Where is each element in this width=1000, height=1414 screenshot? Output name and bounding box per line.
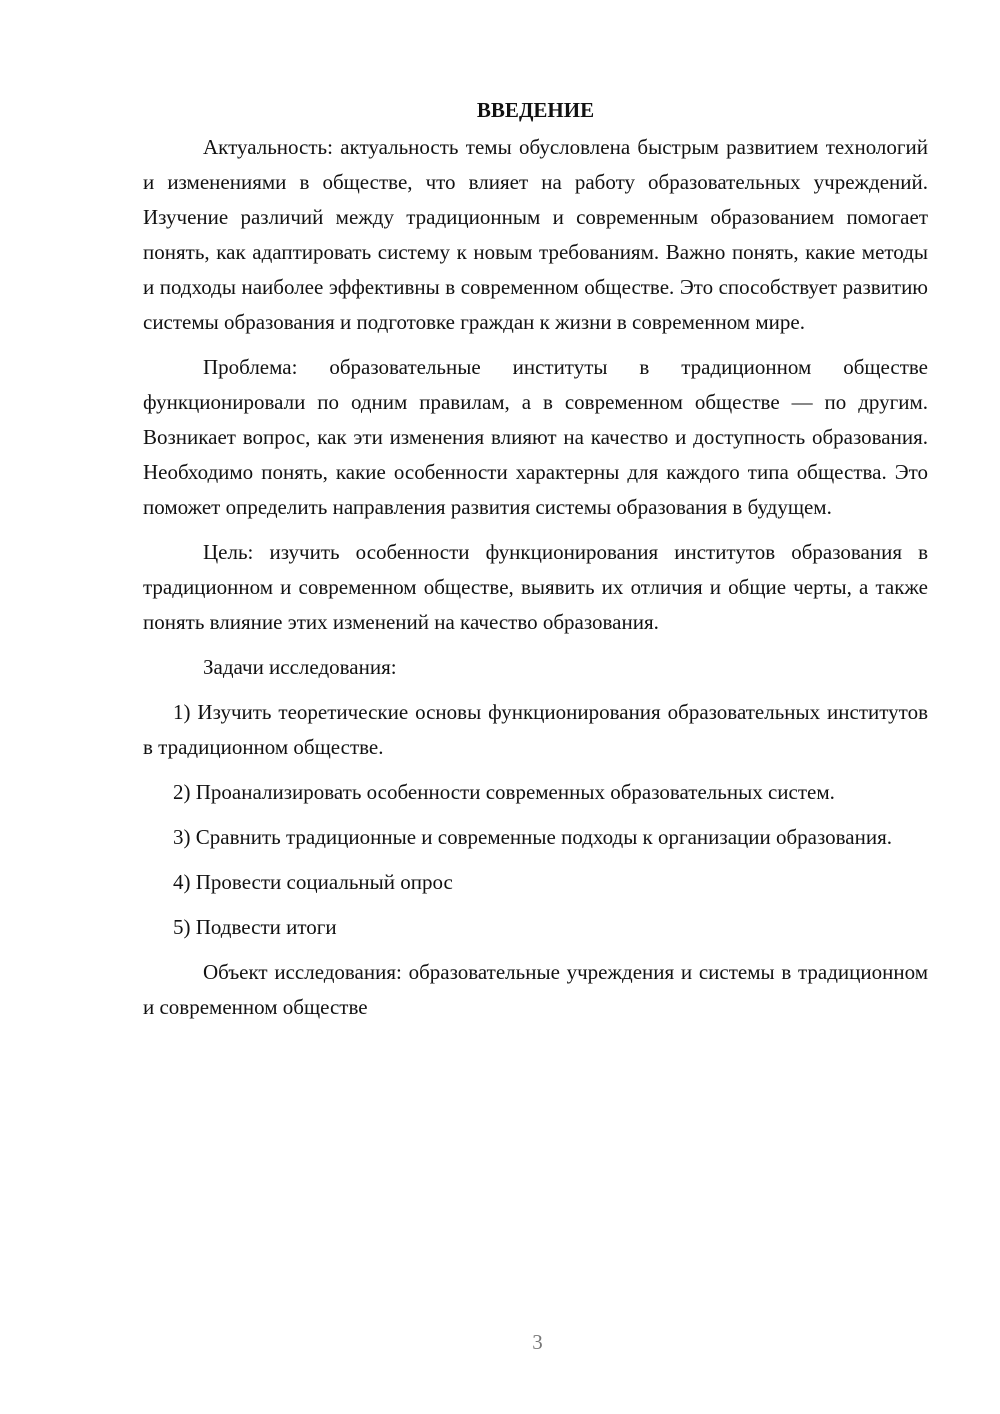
page-body xyxy=(143,93,928,1035)
paragraph-relevance: Актуальность: актуальность темы обусловлена быстрым развитием технологий и изменениями в обществе, что влияет на работу образовательных учреждений. Изучение различий между традиционным и современным образованием помогает понять, как адаптировать систему к новым требованиям. Важно понять, какие методы и подходы наиболее эффективны в современном обществе. Это способствует развитию системы образования и подготовке граждан к жизни в современном мире. xyxy=(143,135,928,334)
paragraph-problem: Проблема: образовательные институты в традиционном обществе функционировали по одним правилам, а в современном обществе — по другим. Возникает вопрос, как эти изменения влияют на качество и доступность образования. Необходимо понять, какие особенности характерны для каждого типа общества. Это поможет определить направления развития системы образования в будущем. xyxy=(143,355,928,519)
paragraph-goal: Цель: изучить особенности функционирования институтов образования в традиционном и современном обществе, выявить их отличия и общие черты, а также понять влияние этих изменений на качество образования. xyxy=(143,540,928,634)
task-item-4: 4) Провести социальный опрос xyxy=(173,870,453,894)
task-item-3: 3) Сравнить традиционные и современные подходы к организации образования. xyxy=(173,825,893,849)
paragraph-tasks-intro: Задачи исследования: xyxy=(203,655,397,679)
task-item-5: 5) Подвести итоги xyxy=(173,915,337,939)
page-title: ВВЕДЕНИЕ xyxy=(476,98,595,122)
task-item-1: 1) Изучить теоретические основы функционирования образовательных институтов в традиционном обществе. xyxy=(143,700,928,759)
task-item-2: 2) Проанализировать особенности современных образовательных систем. xyxy=(173,780,835,804)
page-number: 3 xyxy=(532,1330,543,1354)
paragraph-object: Объект исследования: образовательные учреждения и системы в традиционном и современном обществе xyxy=(143,960,928,1019)
